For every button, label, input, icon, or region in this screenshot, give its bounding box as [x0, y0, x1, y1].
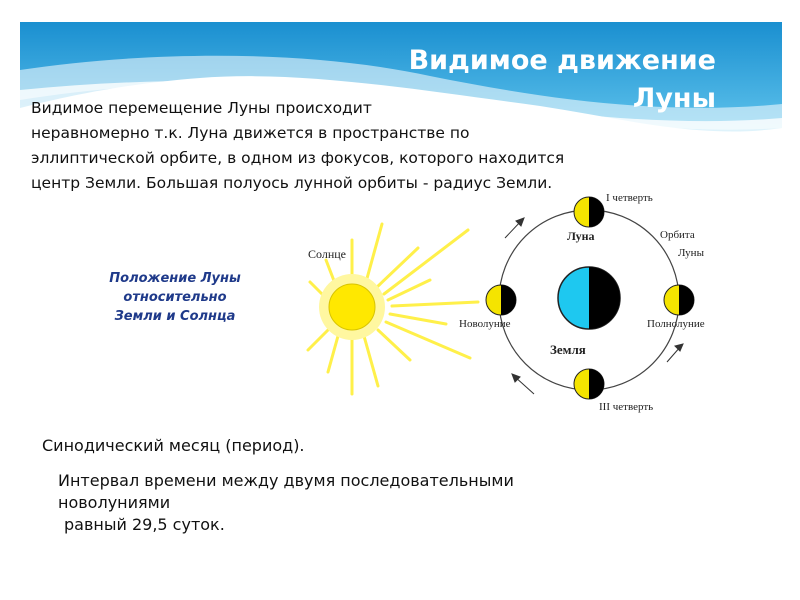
earth-label: Земля	[550, 342, 586, 357]
title-line-1: Видимое движение	[408, 45, 716, 76]
caption-line: относительно	[123, 290, 227, 305]
earth-icon	[558, 267, 620, 329]
intro-line: центр Земли. Большая полуось лунной орбиты - радиус Земли.	[31, 174, 553, 192]
moon-orbit-diagram	[300, 190, 740, 420]
orbit-label-line-1: Орбита	[660, 229, 695, 241]
moon-first-quarter-icon	[574, 197, 604, 227]
intro-line: неравномерно т.к. Луна движется в пространстве по	[31, 124, 470, 142]
moon-full-moon-icon	[664, 285, 694, 315]
moon-new-moon-icon	[486, 285, 516, 315]
first-quarter-label: I четверть	[606, 192, 653, 204]
synodic-month-heading: Синодический месяц (период).	[42, 436, 305, 455]
moon-third-quarter-icon	[574, 369, 604, 399]
sun-icon	[329, 284, 375, 330]
caption-line: Земли и Солнца	[114, 309, 236, 324]
moon-label: Луна	[567, 229, 595, 243]
synodic-definition	[58, 470, 678, 536]
definition-line: равный 29,5 суток.	[64, 515, 225, 534]
diagram-caption	[80, 269, 270, 326]
intro-paragraph	[31, 96, 731, 196]
orbit-label-line-2: Луны	[678, 247, 704, 259]
full-moon-label: Полнолуние	[647, 318, 705, 330]
third-quarter-label: III четверть	[599, 401, 654, 413]
intro-line: Видимое перемещение Луны происходит	[31, 99, 372, 117]
definition-line: Интервал времени между двумя последовательными	[58, 471, 514, 490]
new-moon-label: Новолуние	[459, 318, 511, 330]
definition-line: новолуниями	[58, 493, 171, 512]
caption-line: Положение Луны	[109, 271, 241, 286]
intro-line: эллиптической орбите, в одном из фокусов, которого находится	[31, 149, 565, 167]
sun-label: Солнце	[308, 247, 347, 261]
title-line-2: Луны	[632, 83, 716, 114]
